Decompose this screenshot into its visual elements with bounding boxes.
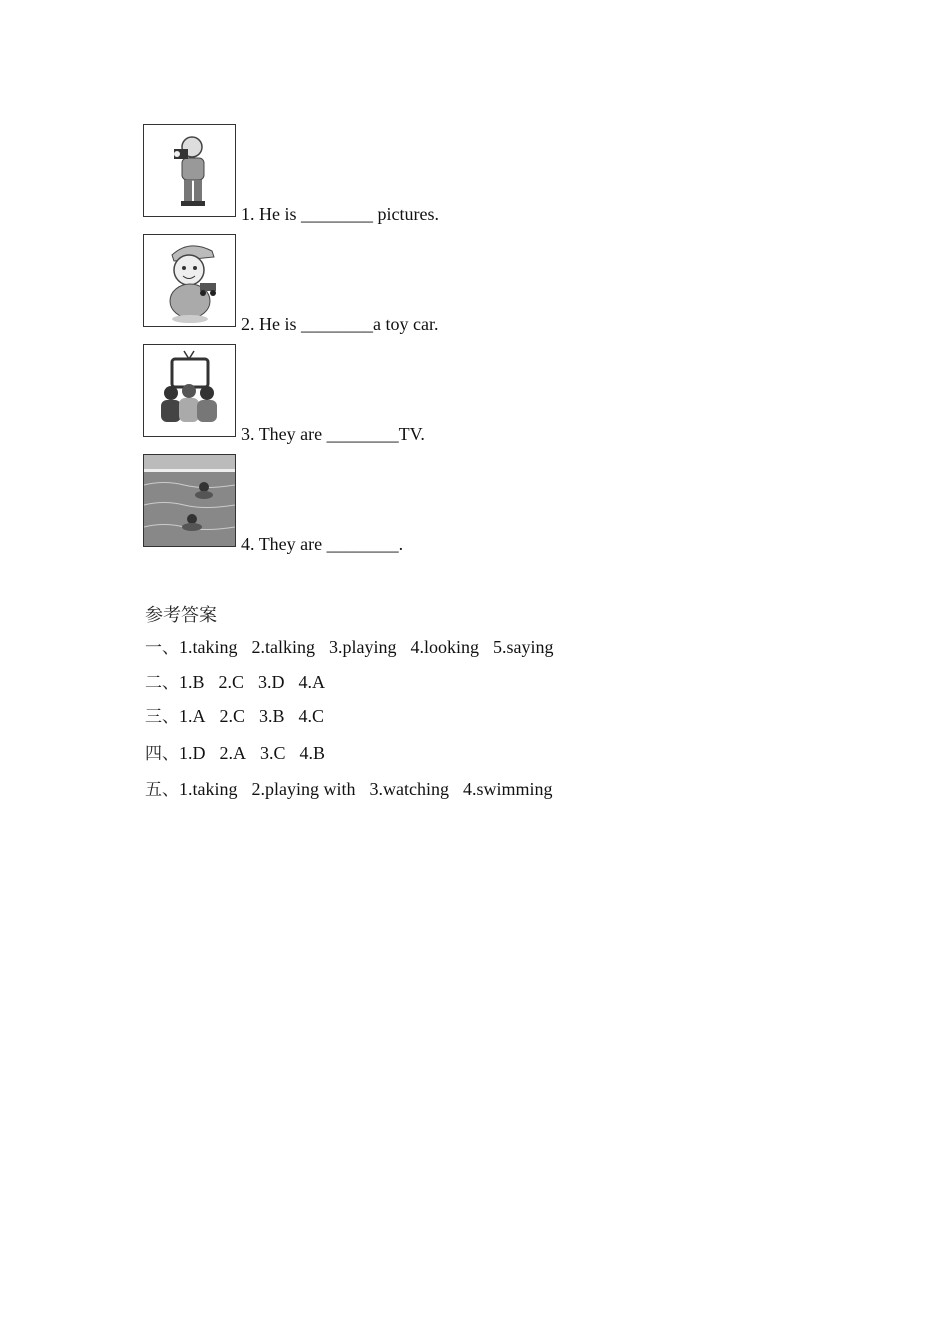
answer-key-title: 参考答案: [145, 605, 217, 626]
exercise-sentence: 2. He is ________a toy car.: [241, 314, 439, 334]
exercise-sentence: 1. He is ________ pictures.: [241, 204, 439, 224]
exercise-sentence: 3. They are ________TV.: [241, 424, 425, 444]
answer-line: 一、1.taking 2.talking 3.playing 4.looking 5.saying: [145, 637, 554, 658]
children-watching-tv-icon: [143, 344, 236, 437]
answer-line: 四、1.D 2.A 3.C 4.B: [145, 743, 326, 764]
boy-taking-picture-icon: [143, 124, 236, 217]
answer-line: 二、1.B 2.C 3.D 4.A: [145, 672, 326, 693]
boy-playing-toy-car-icon: [143, 234, 236, 327]
answer-line: 三、1.A 2.C 3.B 4.C: [145, 706, 325, 727]
exercise-sentence: 4. They are ________.: [241, 534, 404, 554]
people-swimming-icon: [143, 454, 236, 547]
answer-line: 五、1.taking 2.playing with 3.watching 4.swimming: [145, 779, 553, 800]
